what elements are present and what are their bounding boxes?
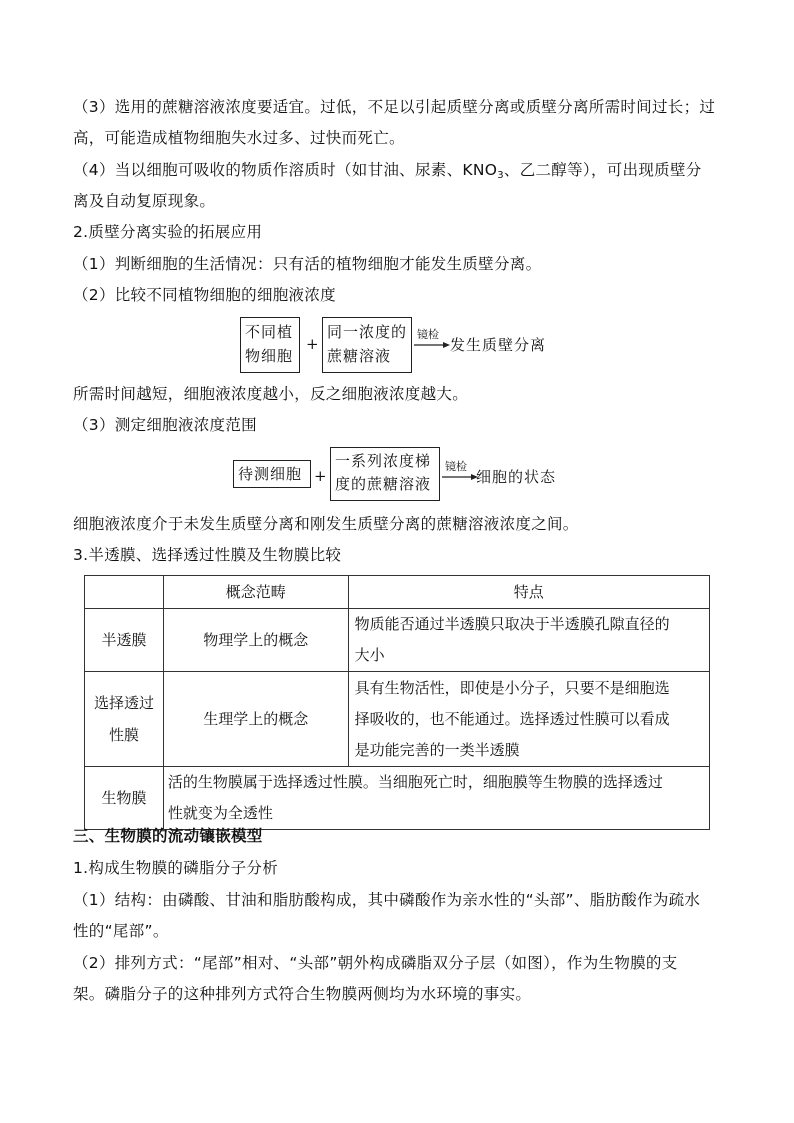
subscript: 3 — [497, 170, 504, 181]
arrow-label: 镜检 — [417, 328, 439, 341]
paragraph: 架。磷脂分子的这种排列方式符合生物膜两侧均为水环境的事实。 — [73, 985, 532, 1003]
box-text: 蔗糖溶液 — [327, 347, 392, 365]
box-text: 一系列浓度梯 — [335, 452, 432, 470]
box-test-cells: 待测细胞 — [233, 460, 311, 488]
plus-sign: + — [314, 467, 327, 485]
box-text: 不同植 — [245, 323, 294, 341]
section-heading: 三、生物膜的流动镶嵌模型 — [73, 827, 263, 845]
paragraph: （3）选用的蔗糖溶液浓度要适宜。过低，不足以引起质壁分离或质壁分离所需时间过长；过 — [73, 98, 716, 116]
box-different-cells — [240, 317, 300, 373]
paragraph: 高，可能造成植物细胞失水过多、过快而死亡。 — [73, 129, 405, 147]
paragraph: 离及自动复原现象。 — [73, 192, 216, 210]
table-cell-feature — [348, 609, 709, 672]
box-sucrose-solution — [322, 317, 412, 373]
table-row — [85, 672, 710, 767]
table-cell-name — [85, 672, 164, 767]
cell-line: 大小 — [354, 646, 385, 664]
paragraph: （1）判断细胞的生活情况：只有活的植物细胞才能发生质壁分离。 — [73, 255, 542, 273]
diagram-measure-concentration — [232, 446, 572, 502]
table-cell-name: 半透膜 — [85, 609, 164, 672]
result-text: 发生质壁分离 — [450, 336, 547, 354]
paragraph: （1）结构：由磷酸、甘油和脂肪酸构成，其中磷酸作为亲水性的“头部”、脂肪酸作为疏水 — [73, 891, 701, 909]
paragraph: （2）排列方式：“尾部”相对、“头部”朝外构成磷脂双分子层（如图），作为生物膜的支 — [73, 954, 678, 972]
table-cell-feature — [348, 672, 709, 767]
box-text: 物细胞 — [245, 347, 294, 365]
table-header-row — [85, 576, 710, 609]
table-row — [85, 767, 710, 830]
arrow-label: 镜检 — [445, 460, 467, 473]
box-text: 同一浓度的 — [327, 323, 408, 341]
cell-line: 物质能否通过半透膜只取决于半透膜孔隙直径的 — [354, 615, 670, 633]
text-span: 、乙二醇等），可出现质壁分 — [503, 161, 702, 179]
box-text: 度的蔗糖溶液 — [335, 475, 432, 493]
plus-sign: + — [306, 335, 319, 353]
table-cell-category: 生理学上的概念 — [163, 672, 348, 767]
box-gradient-solutions — [330, 447, 440, 501]
table-cell-feature — [163, 767, 709, 830]
paragraph: （3）测定细胞液浓度范围 — [73, 416, 257, 434]
cell-line: 是功能完善的一类半透膜 — [354, 740, 520, 759]
result-text: 细胞的状态 — [476, 468, 557, 486]
table-header-cell: 概念范畴 — [163, 576, 348, 609]
heading: 1.构成生物膜的磷脂分子分析 — [73, 859, 278, 877]
table-cell-category: 物理学上的概念 — [163, 609, 348, 672]
cell-line: 择吸收的，也不能通过。选择透过性膜可以看成 — [354, 709, 670, 728]
arrow-right-icon — [414, 340, 450, 350]
heading: 3.半透膜、选择透过性膜及生物膜比较 — [73, 546, 342, 564]
cell-line: 选择透过 — [93, 694, 154, 712]
text-span: （4）当以细胞可吸收的物质作溶质时（如甘油、尿素、KNO — [73, 161, 498, 179]
paragraph — [73, 160, 723, 186]
paragraph: （2）比较不同植物细胞的细胞液浓度 — [73, 286, 336, 304]
cell-line: 性膜 — [108, 726, 139, 744]
diagram-compare-cells — [238, 314, 558, 372]
heading: 2.质壁分离实验的拓展应用 — [73, 223, 263, 241]
paragraph: 细胞液浓度介于未发生质壁分离和刚发生质壁分离的蔗糖溶液浓度之间。 — [73, 515, 579, 533]
table-header-cell — [85, 576, 164, 609]
cell-line: 性就变为全透性 — [167, 804, 273, 822]
cell-line: 具有生物活性，即使是小分子，只要不是细胞选 — [354, 678, 670, 697]
cell-line: 活的生物膜属于选择透过性膜。当细胞死亡时，细胞膜等生物膜的选择透过 — [167, 773, 663, 791]
arrow-right-icon — [442, 472, 478, 482]
table-row — [85, 609, 710, 672]
table-header-cell: 特点 — [348, 576, 709, 609]
table-cell-name: 生物膜 — [85, 767, 164, 830]
comparison-table — [84, 575, 710, 830]
paragraph: 性的“尾部”。 — [73, 922, 169, 940]
paragraph: 所需时间越短，细胞液浓度越小，反之细胞液浓度越大。 — [73, 385, 469, 403]
